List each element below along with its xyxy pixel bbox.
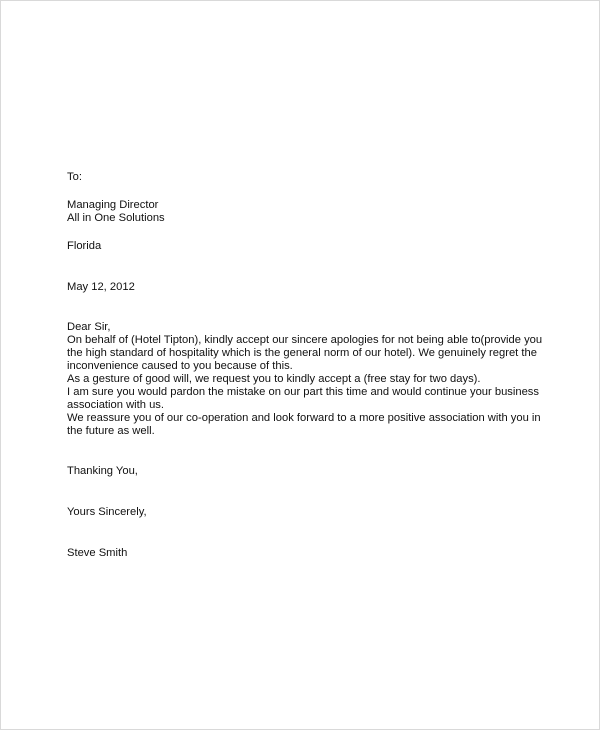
body-line: We reassure you of our co-operation and look forward to a more positive association with you in xyxy=(67,412,541,424)
recipient-title: Managing Director xyxy=(67,199,159,211)
salutation: Dear Sir, xyxy=(67,321,111,333)
body-line: the high standard of hospitality which is the general norm of our hotel). We genuinely regret the xyxy=(67,347,537,359)
body-line: On behalf of (Hotel Tipton), kindly accept our sincere apologies for not being able to(provide you xyxy=(67,334,543,346)
closing-line: Yours Sincerely, xyxy=(67,506,147,518)
body-line: association with us. xyxy=(67,399,165,411)
recipient-company: All in One Solutions xyxy=(67,212,165,224)
body-line: the future as well. xyxy=(67,425,155,437)
body-line: I am sure you would pardon the mistake on our part this time and would continue your business xyxy=(67,386,539,398)
recipient-location: Florida xyxy=(67,240,102,252)
thanks-line: Thanking You, xyxy=(67,465,138,477)
letter-date: May 12, 2012 xyxy=(67,281,135,293)
body-line: As a gesture of good will, we request you to kindly accept a (free stay for two days). xyxy=(67,373,481,385)
body-line: inconvenience caused to you because of this. xyxy=(67,360,293,372)
signature-name: Steve Smith xyxy=(67,547,128,559)
to-label: To: xyxy=(67,171,82,183)
